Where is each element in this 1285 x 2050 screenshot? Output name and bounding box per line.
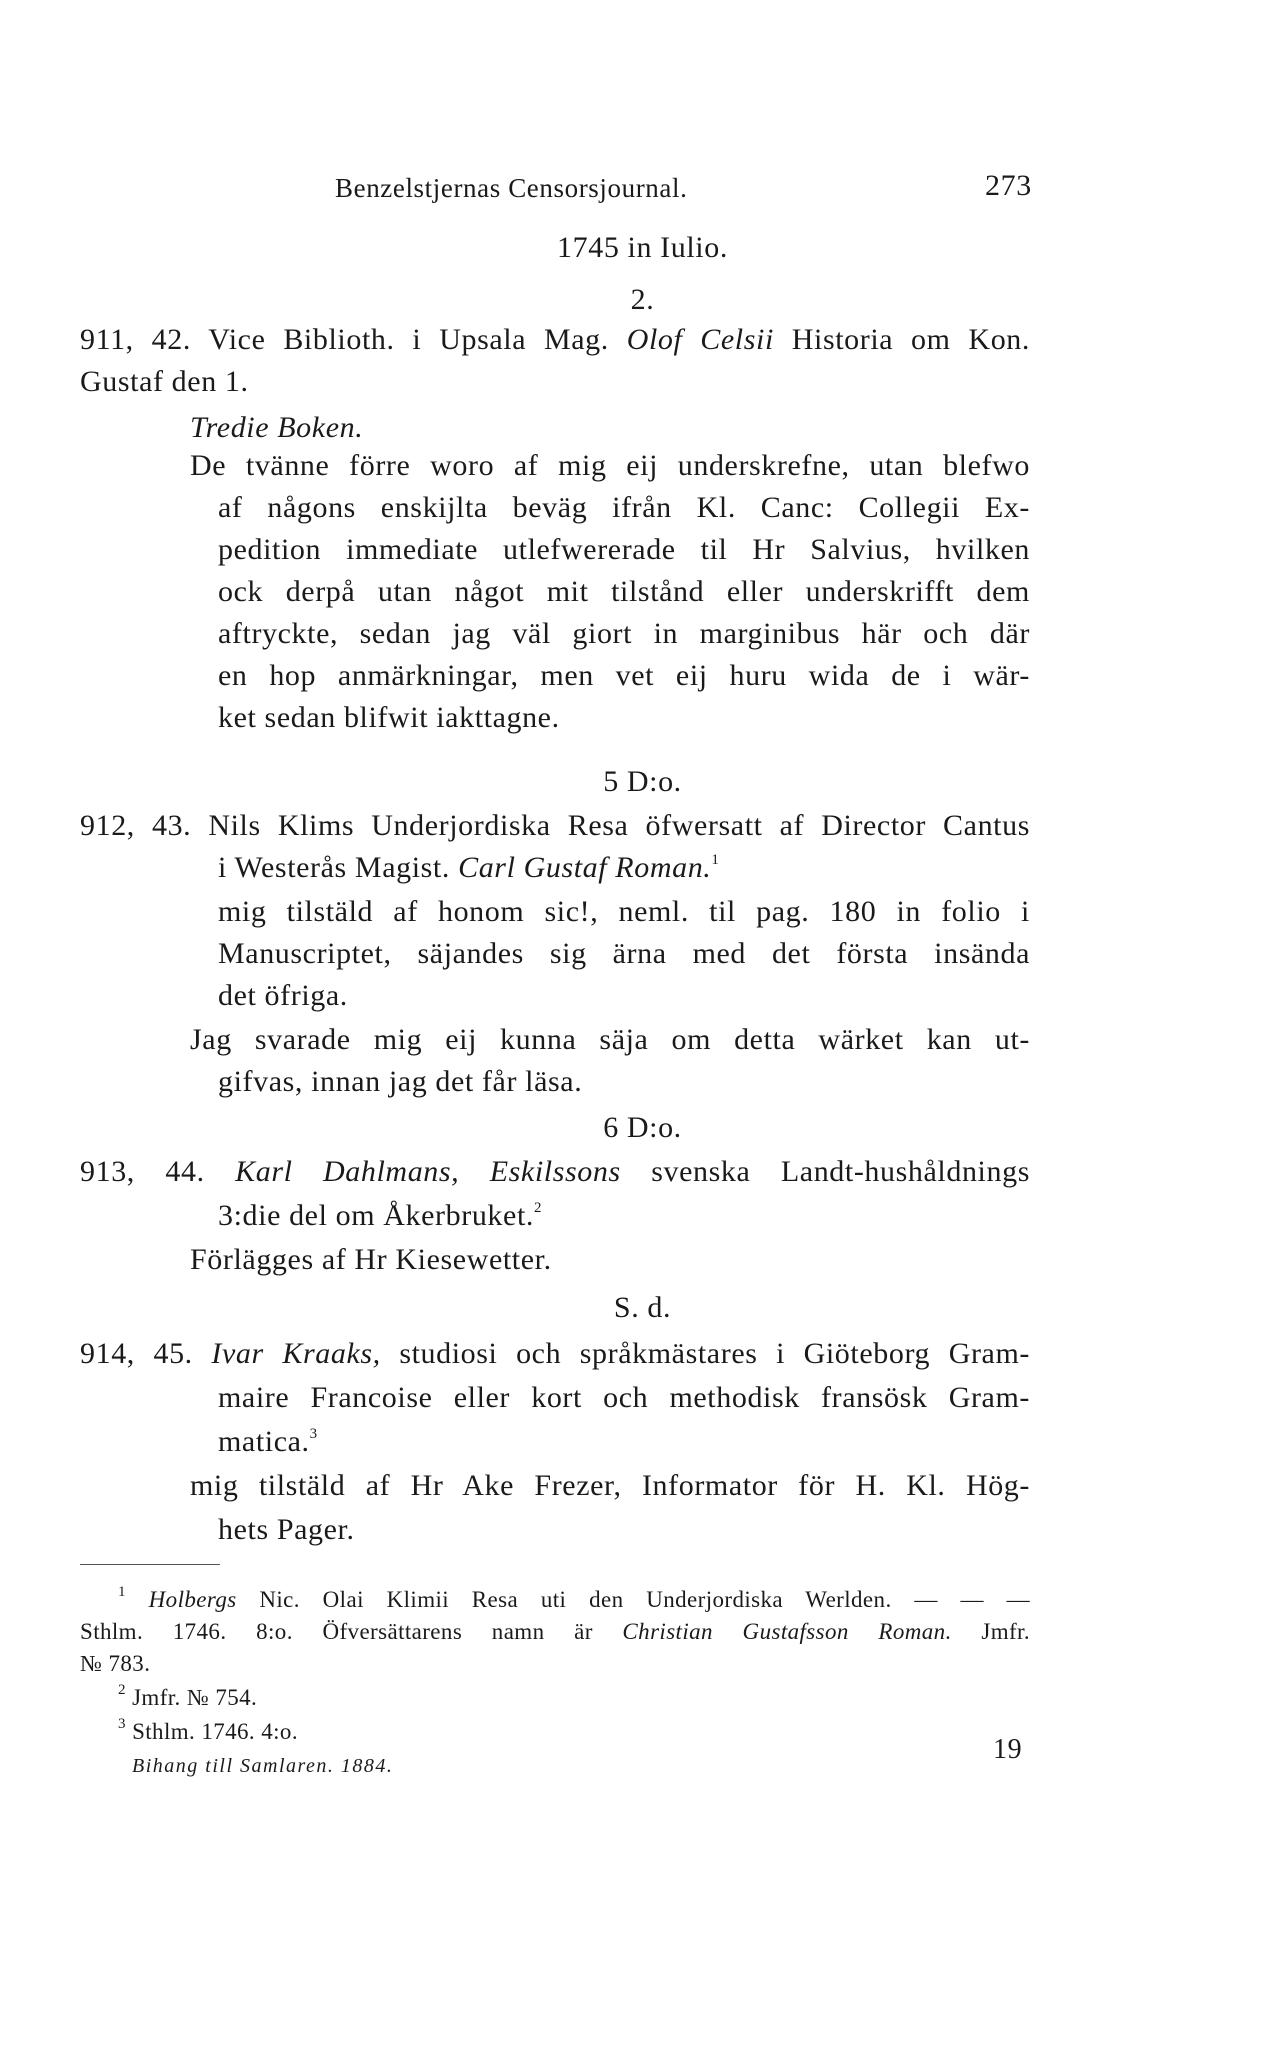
sheet-number: 19	[993, 1734, 1023, 1765]
entry-912-reply-1: Jag svarade mig eij kunna säja om detta wärket kan ut-	[190, 1023, 1030, 1056]
entry-913-text: Förlägges af Hr Kiesewetter.	[190, 1243, 552, 1276]
entry-912-reply-2: gifvas, innan jag det får läsa.	[218, 1065, 583, 1098]
author-name: Karl Dahlmans, Eskilssons	[235, 1155, 621, 1188]
entry-911-text-5: aftryckte, sedan jag väl giort in marginibus här och där	[218, 617, 1030, 650]
entry-914-text-2: hets Pager.	[218, 1513, 355, 1546]
entry-911-text-6: en hop anmärkningar, men vet eij huru wida de i wär-	[218, 659, 1030, 692]
entry-914-line3: matica.$^3$	[218, 1425, 318, 1458]
footnote-mark: 2	[118, 1682, 126, 1699]
footnote-divider	[80, 1564, 220, 1565]
running-title: Benzelstjernas Censorsjournal.	[335, 173, 688, 203]
footnote-1-line3: № 783.	[80, 1651, 151, 1676]
footnote-1-line1: $^1$ Holbergs Nic. Olai Klimii Resa uti den Underjordiska Werlden. — — —	[118, 1584, 1031, 1612]
entry-911-text-3: pedition immediate utlefwererade til Hr Salvius, hvilken	[218, 533, 1030, 566]
signature-line: Bihang till Samlaren. 1884.	[132, 1755, 394, 1777]
date-6: 6 D:o.	[603, 1111, 682, 1144]
entry-911-text-1: De tvänne förre woro af mig eij underskrefne, utan blefwo	[190, 449, 1030, 482]
entry-914-text-1: mig tilstäld af Hr Ake Frezer, Informator för H. Kl. Hög-	[190, 1469, 1030, 1502]
entry-number: 913, 44.	[80, 1155, 205, 1188]
entry-914-line1: 914, 45. Ivar Kraaks, studiosi och språkmästares i Giöteborg Gram-	[80, 1337, 1030, 1370]
entry-911-line1: 911, 42. Vice Biblioth. i Upsala Mag. Olof Celsii Historia om Kon.	[80, 323, 1030, 356]
footnote-mark: 3	[118, 1716, 126, 1733]
date-sd: S. d.	[613, 1291, 672, 1324]
translator-name: Carl Gustaf Roman.	[458, 851, 712, 884]
entry-912-line1: 912, 43. Nils Klims Underjordiska Resa öfwersatt af Director Cantus	[80, 809, 1030, 842]
entry-number: 914, 45.	[80, 1337, 193, 1370]
footnote-ref: 2	[533, 1200, 543, 1216]
date-heading: 1745 in Iulio.	[557, 231, 728, 264]
page-number: 273	[985, 169, 1032, 202]
entry-913-line2: 3:die del om Åkerbruket.$^2$	[218, 1199, 543, 1232]
entry-911-text-7: ket sedan blifwit iakttagne.	[218, 701, 560, 734]
footnote-3: $^3$ Sthlm. 1746. 4:o.	[118, 1716, 298, 1744]
footnote-mark: 1	[118, 1584, 126, 1601]
footnote-ref: 3	[309, 1426, 318, 1442]
footnote-2: $^2$ Jmfr. № 754.	[118, 1682, 258, 1710]
entry-911-text-4: ock derpå utan något mit tilstånd eller underskrifft dem	[218, 575, 1030, 608]
entry-911-line2: Gustaf den 1.	[80, 365, 249, 398]
entry-912-text-3: det öfriga.	[218, 979, 348, 1012]
author-name: Olof Celsii	[626, 323, 774, 356]
entry-number: 912, 43.	[80, 809, 192, 842]
entry-912-text-2: Manuscriptet, säjandes sig ärna med det första insända	[218, 937, 1030, 970]
entry-912-text-1: mig tilstäld af honom sic!, neml. til pag. 180 in folio i	[218, 895, 1030, 928]
footnote-1-line2: Sthlm. 1746. 8:o. Öfversättarens namn är Christian Gustafsson Roman. Jmfr.	[80, 1619, 1030, 1644]
date-5: 5 D:o.	[603, 765, 682, 798]
author-name: Ivar Kraaks,	[211, 1337, 381, 1370]
author-name: Holbergs	[148, 1587, 237, 1612]
day-heading: 2.	[630, 283, 655, 316]
entry-914-line2: maire Francoise eller kort och methodisk fransösk Gram-	[218, 1381, 1030, 1414]
entry-number: 911, 42.	[80, 323, 191, 356]
entry-911-subtitle: Tredie Boken.	[190, 411, 364, 444]
footnote-ref: 1	[711, 852, 720, 868]
entry-913-line1: 913, 44. Karl Dahlmans, Eskilssons svenska Landt-hushåldnings	[80, 1155, 1030, 1188]
entry-911-text-2: af någons enskijlta beväg ifrån Kl. Canc: Collegii Ex-	[218, 491, 1030, 524]
entry-912-line2: i Westerås Magist. Carl Gustaf Roman.$^1$	[218, 851, 720, 884]
